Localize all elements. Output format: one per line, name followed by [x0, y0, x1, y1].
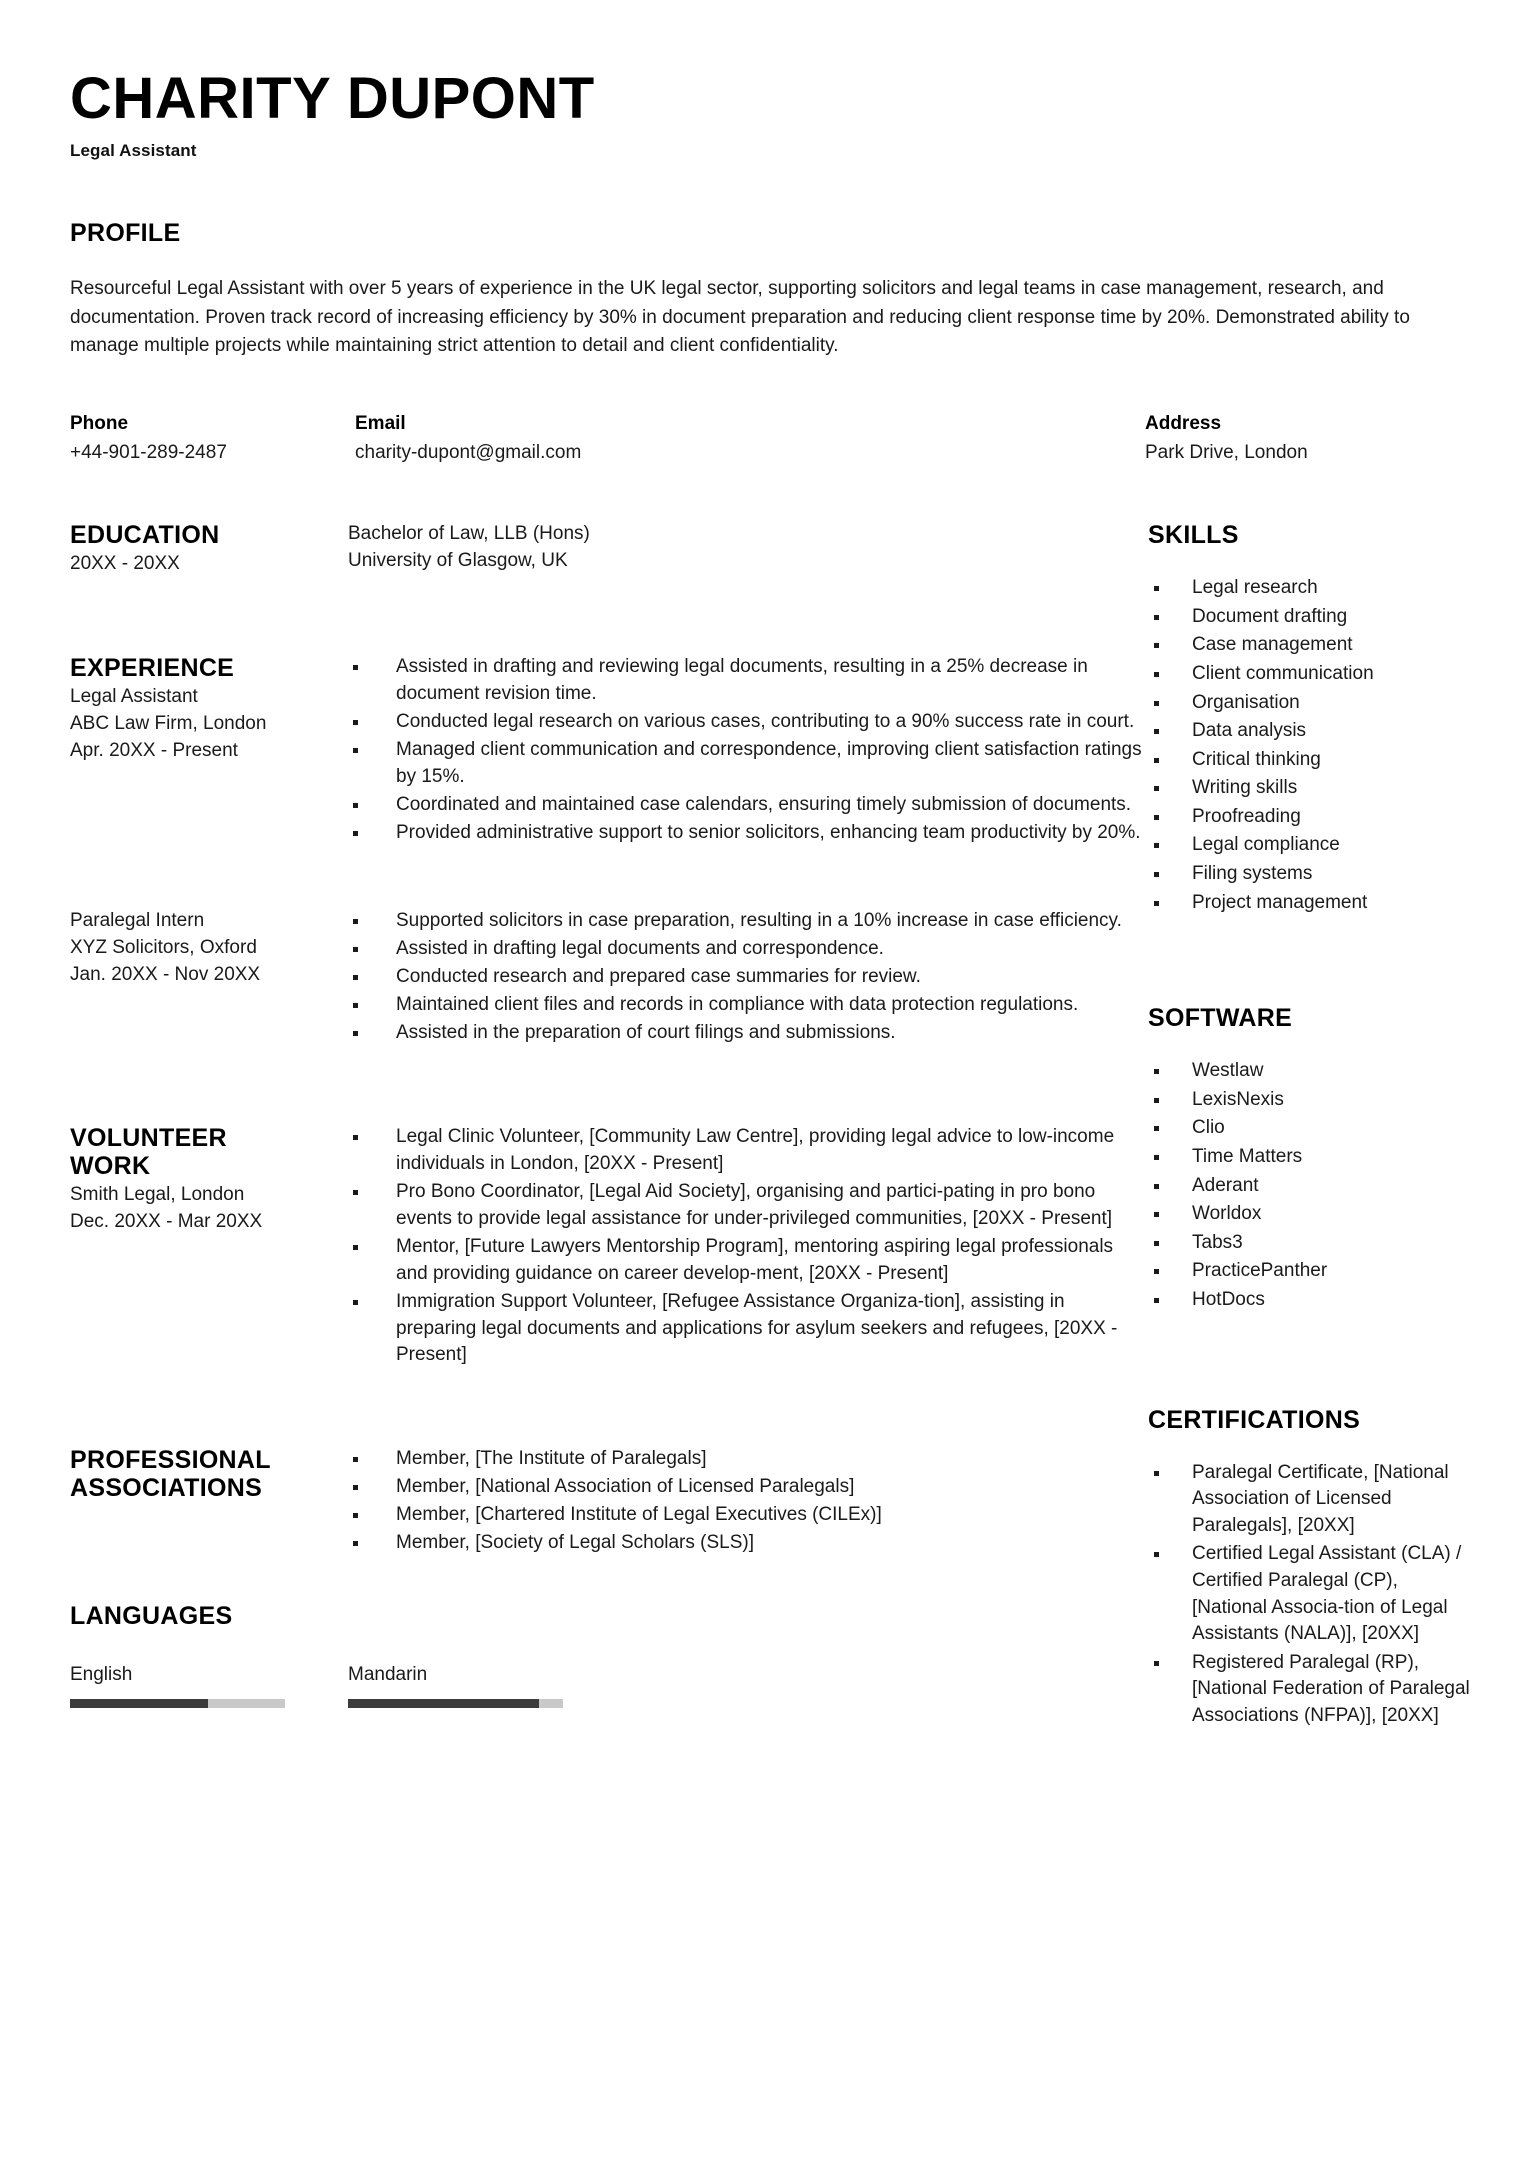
experience-bullet-list: [348, 654, 1148, 847]
experience-company: ABC Law Firm, London: [70, 713, 267, 735]
list-item: Coordinated and maintained case calendars, ensuring timely submission of documents.: [348, 792, 1148, 819]
list-item: Registered Paralegal (RP), [National Federation of Paralegal Associations (NFPA)], [20XX]: [1148, 1650, 1474, 1730]
education-dates: 20XX - 20XX: [70, 553, 180, 575]
experience-section-intern: [70, 908, 1148, 1048]
list-item: Legal compliance: [1148, 832, 1474, 859]
certifications-section: [1148, 1406, 1474, 1730]
list-item: Mentor, [Future Lawyers Mentorship Program], mentoring aspiring legal professionals and providing guidance on career develop-ment, [20XX - Present]: [348, 1234, 1148, 1288]
list-item: Proofreading: [1148, 804, 1474, 831]
associations-label-col: [70, 1446, 348, 1502]
skills-section: [1148, 521, 1474, 916]
intern-label-col: [70, 908, 348, 989]
address-label: Address: [1145, 412, 1222, 434]
volunteer-label-col: [70, 1124, 348, 1236]
list-item: Time Matters: [1148, 1144, 1474, 1171]
candidate-name: CHARITY DUPONT: [70, 66, 595, 131]
certifications-list: [1148, 1460, 1474, 1730]
list-item: Document drafting: [1148, 604, 1474, 631]
list-item: Critical thinking: [1148, 747, 1474, 774]
language-level-fill: [348, 1699, 539, 1708]
language-name: English: [70, 1664, 133, 1686]
phone-label: Phone: [70, 412, 129, 434]
list-item: Tabs3: [1148, 1230, 1474, 1257]
contact-email: [355, 413, 1145, 466]
spacer: [1148, 1324, 1474, 1406]
volunteer-bullets-body: [348, 1124, 1148, 1371]
education-degree: Bachelor of Law, LLB (Hons): [348, 523, 590, 545]
list-item: Assisted in drafting legal documents and correspondence.: [348, 936, 1148, 963]
list-item: Filing systems: [1148, 861, 1474, 888]
list-item: Client communication: [1148, 661, 1474, 688]
list-item: Clio: [1148, 1115, 1474, 1142]
intern-bullets-body: [348, 908, 1148, 1048]
spacer: [70, 848, 1148, 908]
main-column: [70, 521, 1148, 1708]
associations-section: [70, 1446, 1148, 1558]
email-label: Email: [355, 412, 406, 434]
certifications-heading: CERTIFICATIONS: [1148, 1405, 1361, 1434]
education-institution: University of Glasgow, UK: [348, 550, 568, 572]
candidate-job-title: Legal Assistant: [70, 141, 197, 160]
phone-value[interactable]: +44-901-289-2487: [70, 441, 227, 463]
list-item: Aderant: [1148, 1173, 1474, 1200]
experience-heading: EXPERIENCE: [70, 654, 235, 683]
language-name: Mandarin: [348, 1664, 428, 1686]
volunteer-dates: Dec. 20XX - Mar 20XX: [70, 1210, 263, 1232]
education-body: [348, 521, 1148, 575]
software-heading: SOFTWARE: [1148, 1004, 1293, 1033]
spacer: [70, 1370, 1148, 1446]
list-item: PracticePanther: [1148, 1258, 1474, 1285]
list-item: Legal Clinic Volunteer, [Community Law Centre], providing legal advice to low-income individuals in London, [20XX - Present]: [348, 1124, 1148, 1178]
education-heading: EDUCATION: [70, 521, 220, 550]
contact-phone: [70, 413, 355, 466]
education-label-col: [70, 521, 348, 578]
spacer: [1148, 926, 1474, 1004]
associations-heading: PROFESSIONAL ASSOCIATIONS: [70, 1446, 271, 1503]
list-item: Assisted in drafting and reviewing legal documents, resulting in a 25% decrease in document revision time.: [348, 654, 1148, 708]
software-list: [1148, 1058, 1474, 1313]
list-item: Legal research: [1148, 575, 1474, 602]
language-level-fill: [70, 1699, 208, 1708]
list-item: HotDocs: [1148, 1287, 1474, 1314]
profile-text: Resourceful Legal Assistant with over 5 years of experience in the UK legal sector, supporting solicitors and legal teams in case management, research, and documentation. Proven track record of increasing efficiency by 30% in document preparation and reducing client response time by 20%. Demonstrated ability to manage multiple projects while maintaining strict attention to detail and client confidentiality.: [70, 278, 1410, 356]
intern-bullet-list: [348, 908, 1148, 1047]
skills-list: [1148, 575, 1474, 916]
contact-row: [70, 413, 1474, 466]
list-item: Maintained client files and records in compliance with data protection regulations.: [348, 992, 1148, 1019]
list-item: Organisation: [1148, 690, 1474, 717]
address-value: Park Drive, London: [1145, 441, 1308, 463]
spacer: [70, 578, 1148, 654]
skills-heading: SKILLS: [1148, 521, 1239, 550]
language-item-mandarin: [348, 1664, 626, 1708]
list-item: Provided administrative support to senior solicitors, enhancing team productivity by 20%.: [348, 820, 1148, 847]
list-item: Worldox: [1148, 1201, 1474, 1228]
volunteer-bullet-list: [348, 1124, 1148, 1370]
list-item: Member, [Chartered Institute of Legal Executives (CILEx)]: [348, 1502, 1148, 1529]
contact-address: [1145, 413, 1465, 466]
list-item: Supported solicitors in case preparation, resulting in a 10% increase in case efficiency.: [348, 908, 1148, 935]
languages-row: [70, 1664, 1148, 1708]
languages-heading: LANGUAGES: [70, 1602, 233, 1631]
associations-bullet-list: [348, 1446, 1148, 1557]
languages-section: [70, 1602, 1148, 1708]
list-item: Project management: [1148, 890, 1474, 917]
resume-header: [70, 66, 1474, 161]
list-item: Case management: [1148, 632, 1474, 659]
language-level-track: [348, 1699, 563, 1708]
list-item: Paralegal Certificate, [National Association of Licensed Paralegals], [20XX]: [1148, 1460, 1474, 1540]
list-item: Data analysis: [1148, 718, 1474, 745]
experience-label-col: [70, 654, 348, 765]
list-item: Certified Legal Assistant (CLA) / Certified Paralegal (CP), [National Associa-tion of Legal Assistants (NALA)], [20XX]: [1148, 1541, 1474, 1647]
education-section: [70, 521, 1148, 578]
list-item: Immigration Support Volunteer, [Refugee Assistance Organiza-tion], assisting in preparing legal documents and applications for asylum seekers and refugees, [20XX - Present]: [348, 1289, 1148, 1370]
intern-company: XYZ Solicitors, Oxford: [70, 936, 257, 958]
language-item-english: [70, 1664, 348, 1708]
list-item: Westlaw: [1148, 1058, 1474, 1085]
list-item: Assisted in the preparation of court filings and submissions.: [348, 1020, 1148, 1047]
intern-role: Paralegal Intern: [70, 909, 205, 931]
list-item: Writing skills: [1148, 775, 1474, 802]
list-item: Conducted legal research on various cases, contributing to a 90% success rate in court.: [348, 709, 1148, 736]
intern-dates: Jan. 20XX - Nov 20XX: [70, 963, 261, 985]
experience-section: [70, 654, 1148, 848]
volunteer-heading: VOLUNTEER WORK: [70, 1123, 227, 1180]
email-value[interactable]: charity-dupont@gmail.com: [355, 441, 582, 463]
software-section: [1148, 1004, 1474, 1313]
list-item: Managed client communication and correspondence, improving client satisfaction ratings by 15%.: [348, 737, 1148, 791]
volunteer-section: [70, 1124, 1148, 1371]
list-item: Member, [Society of Legal Scholars (SLS)]: [348, 1530, 1148, 1557]
language-level-track: [70, 1699, 285, 1708]
list-item: Member, [The Institute of Paralegals]: [348, 1446, 1148, 1473]
profile-section: [70, 219, 1474, 361]
experience-dates: Apr. 20XX - Present: [70, 740, 238, 762]
resume-body: [70, 521, 1474, 1739]
profile-heading: PROFILE: [70, 219, 181, 247]
sidebar-column: [1148, 521, 1474, 1739]
list-item: Pro Bono Coordinator, [Legal Aid Society], organising and partici-pating in pro bono events to provide legal assistance for under-privileged communities, [20XX - Present]: [348, 1179, 1148, 1233]
spacer: [70, 1048, 1148, 1124]
associations-body: [348, 1446, 1148, 1558]
list-item: Conducted research and prepared case summaries for review.: [348, 964, 1148, 991]
list-item: LexisNexis: [1148, 1087, 1474, 1114]
list-item: Member, [National Association of Licensed Paralegals]: [348, 1474, 1148, 1501]
experience-bullets-body: [348, 654, 1148, 848]
volunteer-company: Smith Legal, London: [70, 1183, 245, 1205]
experience-role: Legal Assistant: [70, 686, 198, 708]
